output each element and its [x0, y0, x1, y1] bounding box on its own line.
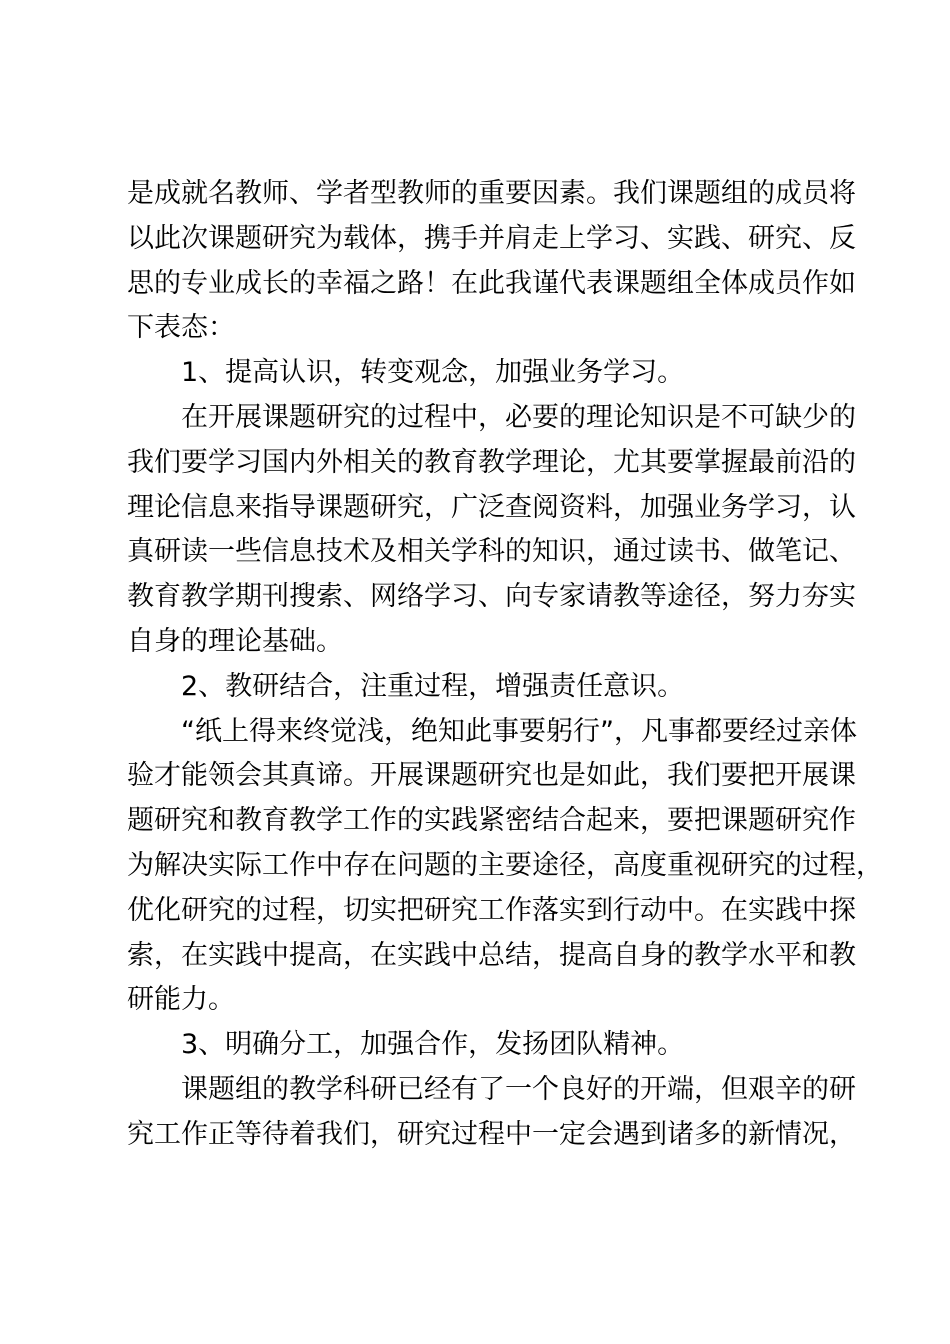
text-line: 教育教学期刊搜索、网络学习、向专家请教等途径，努力夯实	[127, 581, 856, 613]
heading-point-3	[127, 1023, 847, 1068]
text-line: 课题组的教学科研已经有了一个良好的开端，但艰辛的研	[181, 1073, 856, 1105]
text-line: 下表态：	[127, 312, 235, 344]
text-line: 题研究和教育教学工作的实践紧密结合起来，要把课题研究作	[127, 805, 856, 837]
text-line: “纸上得来终觉浅，绝知此事要躬行”，凡事都要经过亲体	[181, 715, 857, 747]
body-text	[127, 172, 883, 1158]
text-line: 自身的理论基础。	[127, 625, 343, 657]
text-line: 是成就名教师、学者型教师的重要因素。我们课题组的成员将	[127, 178, 856, 209]
heading-point-2	[127, 665, 847, 710]
text-line: 2、教研结合，注重过程，增强责任意识。	[181, 670, 685, 702]
text-line: 为解决实际工作中存在问题的主要途径，高度重视研究的过程，	[127, 849, 883, 881]
text-line: 1、提高认识，转变观念，加强业务学习。	[181, 357, 685, 389]
text-line: 思的专业成长的幸福之路！在此我谨代表课题组全体成员作如	[127, 267, 856, 299]
text-line: 以此次课题研究为载体，携手并肩走上学习、实践、研究、反	[127, 222, 856, 254]
paragraph-intro	[127, 172, 856, 351]
paragraph-point-3	[127, 1068, 856, 1158]
text-line: 索，在实践中提高，在实践中总结，提高自身的教学水平和教	[127, 939, 856, 971]
text-line: 究工作正等待着我们，研究过程中一定会遇到诸多的新情况，	[127, 1118, 856, 1150]
text-line: 真研读一些信息技术及相关学科的知识，通过读书、做笔记、	[127, 536, 856, 568]
text-line: 优化研究的过程，切实把研究工作落实到行动中。在实践中探	[127, 894, 856, 926]
paragraph-point-2	[127, 710, 883, 1024]
text-line: 研能力。	[127, 984, 235, 1016]
heading-point-1	[127, 351, 847, 396]
text-line: 理论信息来指导课题研究，广泛查阅资料，加强业务学习，认	[127, 491, 856, 523]
text-line: 在开展课题研究的过程中，必要的理论知识是不可缺少的	[181, 401, 856, 433]
text-line: 验才能领会其真谛。开展课题研究也是如此，我们要把开展课	[127, 760, 856, 792]
paragraph-point-1	[127, 396, 856, 665]
text-line: 3、明确分工，加强合作，发扬团队精神。	[181, 1029, 685, 1061]
text-line: 我们要学习国内外相关的教育教学理论，尤其要掌握最前沿的	[127, 446, 856, 478]
